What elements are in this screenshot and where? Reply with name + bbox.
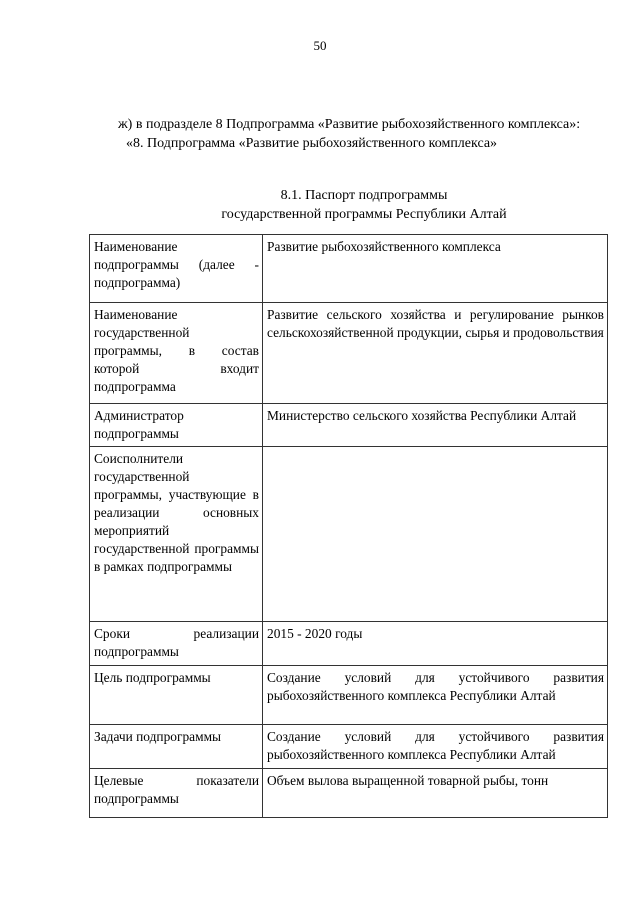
- row-name: Администратор подпрограммы: [90, 404, 263, 447]
- amendment-line: ж) в подразделе 8 Подпрограмма «Развитие рыбохозяйственного комплекса»:: [118, 117, 581, 132]
- row-name: Наименование государственной программы, в состав которой входит подпрограмма: [90, 303, 263, 404]
- row-name: Цель подпрограммы: [90, 666, 263, 725]
- table-row: [90, 404, 608, 447]
- section-title-line-1: 8.1. Паспорт подпрограммы: [280, 188, 448, 203]
- subprogram-heading: «8. Подпрограмма «Развитие рыбохозяйственного комплекса»: [126, 136, 498, 151]
- row-name: Сроки реализации подпрограммы: [90, 622, 263, 666]
- row-name: Соисполнители государственной программы, участвующие в реализации основных мероприятий государственной программы в рамках подпрограммы: [90, 447, 263, 622]
- table-row: [90, 769, 608, 818]
- section-title: [88, 186, 640, 224]
- row-value: Создание условий для устойчивого развития рыбохозяйственного комплекса Республики Алтай: [263, 666, 608, 725]
- row-value: Министерство сельского хозяйства Республики Алтай: [263, 404, 608, 447]
- table-row: [90, 303, 608, 404]
- table-row: [90, 622, 608, 666]
- row-value: [263, 447, 608, 622]
- passport-table: [89, 234, 608, 818]
- table-row: [90, 235, 608, 303]
- section-title-line-2: государственной программы Республики Алтай: [221, 207, 507, 222]
- table-row: [90, 725, 608, 769]
- row-value: 2015 - 2020 годы: [263, 622, 608, 666]
- row-value: Создание условий для устойчивого развития рыбохозяйственного комплекса Республики Алтай: [263, 725, 608, 769]
- page-number: 50: [313, 38, 327, 53]
- row-name: Целевые показатели подпрограммы: [90, 769, 263, 818]
- table-row: [90, 666, 608, 725]
- row-name: Наименование подпрограммы (далее - подпрограмма): [90, 235, 263, 303]
- row-value: Развитие рыбохозяйственного комплекса: [263, 235, 608, 303]
- row-value: Развитие сельского хозяйства и регулирование рынков сельскохозяйственной продукции, сырья и продовольствия: [263, 303, 608, 404]
- row-value: Объем вылова выращенной товарной рыбы, тонн: [263, 769, 608, 818]
- intro-text: [88, 115, 602, 153]
- row-name: Задачи подпрограммы: [90, 725, 263, 769]
- table-row: [90, 447, 608, 622]
